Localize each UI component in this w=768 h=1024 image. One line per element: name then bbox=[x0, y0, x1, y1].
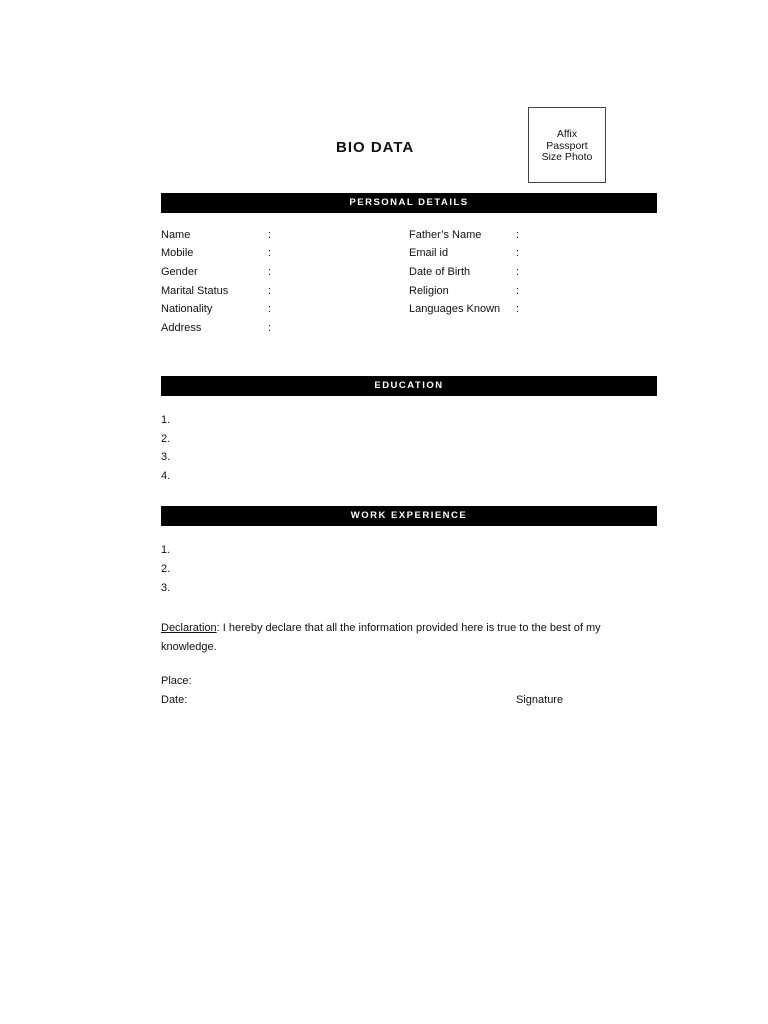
education-list-item: 1. bbox=[161, 414, 171, 426]
field-colon: : bbox=[516, 266, 520, 278]
education-list-item: 3. bbox=[161, 451, 171, 463]
field-colon: : bbox=[516, 303, 520, 315]
photo-placeholder-box bbox=[528, 107, 606, 183]
section-header-education: EDUCATION bbox=[161, 376, 657, 396]
declaration-label: Declaration bbox=[161, 622, 217, 634]
photo-box-line-3: Size Photo bbox=[541, 151, 593, 163]
field-colon: : bbox=[268, 247, 272, 259]
photo-box-line-1: Affix bbox=[556, 128, 578, 140]
field-label-email-id: Email id bbox=[409, 247, 449, 259]
work-list-item: 3. bbox=[161, 582, 171, 594]
field-label-name: Name bbox=[161, 229, 191, 241]
date-label: Date: bbox=[161, 694, 188, 706]
photo-box-line-2: Passport bbox=[546, 139, 588, 152]
field-label-date-of-birth: Date of Birth bbox=[409, 266, 471, 278]
education-list-item: 4. bbox=[161, 470, 171, 482]
declaration-paragraph bbox=[161, 619, 621, 656]
declaration-text: : I hereby declare that all the information provided here is true to the best of my knowledge. bbox=[161, 622, 601, 653]
field-label-marital-status: Marital Status bbox=[161, 285, 229, 297]
field-colon: : bbox=[268, 229, 272, 241]
field-label-religion: Religion bbox=[409, 285, 449, 297]
field-colon: : bbox=[268, 322, 272, 334]
field-colon: : bbox=[268, 266, 272, 278]
field-label-languages-known: Languages Known bbox=[409, 303, 501, 315]
work-list-item: 1. bbox=[161, 544, 171, 556]
section-header-work-experience: WORK EXPERIENCE bbox=[161, 506, 657, 526]
field-colon: : bbox=[268, 303, 272, 315]
field-colon: : bbox=[516, 229, 520, 241]
signature-label: Signature bbox=[516, 694, 564, 706]
field-label-fathers-name: Father’s Name bbox=[409, 229, 482, 241]
section-header-personal-details: PERSONAL DETAILS bbox=[161, 193, 657, 213]
field-label-nationality: Nationality bbox=[161, 303, 213, 315]
field-label-address: Address bbox=[161, 322, 202, 334]
page-title: BIO DATA bbox=[336, 139, 415, 156]
field-label-mobile: Mobile bbox=[161, 247, 194, 259]
field-colon: : bbox=[516, 247, 520, 259]
place-label: Place: bbox=[161, 675, 192, 687]
field-label-gender: Gender bbox=[161, 266, 198, 278]
work-list-item: 2. bbox=[161, 563, 171, 575]
education-list-item: 2. bbox=[161, 433, 171, 445]
field-colon: : bbox=[268, 285, 272, 297]
field-colon: : bbox=[516, 285, 520, 297]
